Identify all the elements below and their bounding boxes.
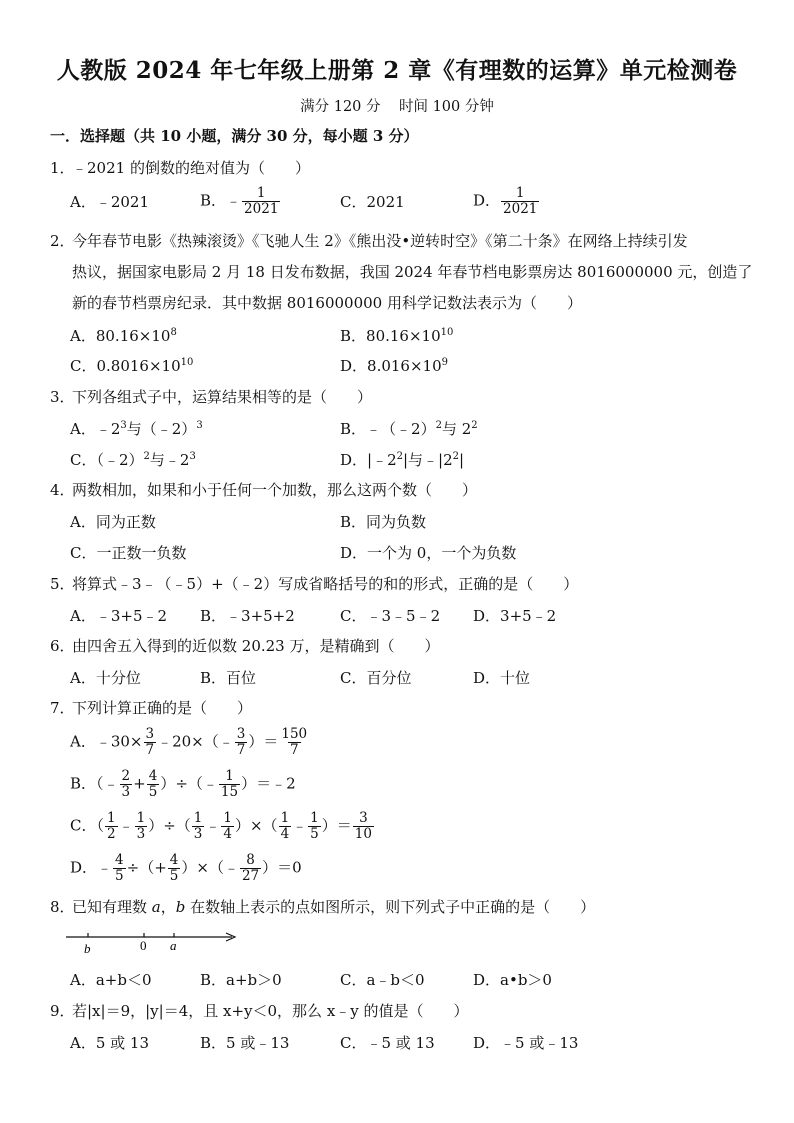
exponent: 3 — [189, 451, 196, 462]
q7-option-b — [70, 769, 296, 800]
question-stem-line: 今年春节电影《热辣滚烫》《飞驰人生 2》《熊出没•逆转时空》《第二十条》在网络上持续引发 — [72, 232, 688, 250]
fraction — [279, 811, 292, 842]
option-text: D．|﹣2 — [340, 451, 397, 469]
q9-option-a: A．5 或 13 — [70, 1034, 149, 1052]
denominator: 27 — [241, 868, 260, 884]
question-stem-line: 新的春节档票房纪录．其中数据 8016000000 用科学记数法表示为（ ） — [72, 294, 582, 312]
number-line-figure — [64, 928, 244, 958]
question-7 — [50, 698, 252, 718]
fraction — [147, 769, 160, 800]
question-number: 1． — [50, 159, 75, 177]
question-stem: 由四舍五入得到的近似数 20.23 万，是精确到（ ） — [72, 637, 440, 655]
expr-text: ﹣30× — [95, 732, 143, 751]
question-number: 6． — [50, 637, 75, 655]
option-text: B．﹣（﹣2） — [340, 420, 436, 438]
expr-text: ﹣ — [97, 858, 113, 877]
option-text: 与﹣2 — [149, 451, 190, 469]
denominator: 2021 — [503, 201, 538, 217]
q8-option-d: D．a•b＞0 — [473, 971, 552, 989]
fraction — [168, 853, 181, 884]
q8-option-c: C．a﹣b＜0 — [340, 971, 425, 989]
label-a: a — [170, 938, 177, 953]
expr-text: ）÷（﹣ — [160, 774, 218, 793]
numerator: 1 — [515, 185, 525, 201]
minus-sign: ﹣ — [226, 191, 242, 210]
q8-option-a: A．a+b＜0 — [70, 971, 152, 989]
expr-text: + — [133, 774, 146, 793]
fraction — [279, 727, 309, 758]
numerator: 1 — [223, 810, 232, 826]
numerator: 1 — [107, 810, 116, 826]
expr-text: ）＝ — [321, 816, 352, 835]
q3-option-d — [340, 450, 464, 470]
denominator: 7 — [145, 742, 155, 758]
question-number: 5． — [50, 575, 75, 593]
expr-text: ）×（﹣ — [181, 858, 239, 877]
numerator: 1 — [193, 810, 203, 826]
q7-option-d — [70, 853, 302, 884]
q4-option-a: A．同为正数 — [70, 513, 156, 531]
exponent: 2 — [452, 451, 460, 462]
q2-option-b — [340, 326, 453, 346]
exponent: 10 — [440, 327, 454, 338]
expr-text: ÷（+ — [126, 858, 167, 877]
denominator: 5 — [115, 868, 124, 884]
option-text: |与﹣|2 — [403, 451, 453, 469]
exam-title: 人教版 2024 年七年级上册第 2 章《有理数的运算》单元检测卷 — [56, 57, 738, 84]
fraction — [192, 811, 205, 842]
q2-option-a — [70, 326, 177, 346]
question-stem: 两数相加，如果和小于任何一个加数，那么这两个数（ ） — [72, 481, 478, 499]
option-label: B． — [70, 774, 97, 793]
exponent: 8 — [170, 327, 177, 338]
numerator: 1 — [310, 810, 319, 826]
q1-option-a: A．﹣2021 — [70, 193, 150, 211]
expr-text: （﹣ — [96, 774, 119, 793]
denominator: 5 — [169, 868, 179, 884]
expr-text: ）＝0 — [262, 858, 302, 877]
question-4 — [50, 480, 477, 500]
numerator: 3 — [236, 726, 246, 742]
q1-option-b — [200, 186, 281, 217]
exponent: 9 — [441, 357, 448, 368]
denominator: 5 — [148, 784, 158, 800]
q5-option-a: A．﹣3+5﹣2 — [70, 607, 168, 625]
option-text: A．﹣2 — [70, 420, 121, 438]
question-number: 2． — [50, 232, 75, 250]
question-stem: 已知有理数 — [72, 898, 152, 916]
numerator: 1 — [256, 185, 266, 201]
expr-text: ﹣20×（﹣ — [157, 732, 234, 751]
option-text: D．8.016×10 — [340, 357, 442, 375]
label-zero: 0 — [140, 938, 147, 953]
section-heading: 一．选择题（共 10 小题，满分 30 分，每小题 3 分） — [50, 127, 419, 145]
fraction — [308, 811, 321, 842]
exponent: 2 — [396, 451, 403, 462]
expr-text: （ — [96, 816, 104, 835]
question-stem: ， — [160, 898, 176, 916]
question-8 — [50, 897, 595, 917]
denominator: 7 — [236, 742, 246, 758]
expr-text: ﹣ — [292, 816, 308, 835]
expr-text: ）＝﹣2 — [241, 774, 296, 793]
q6-option-c: C．百分位 — [340, 669, 412, 687]
fraction — [235, 727, 248, 758]
numerator: 3 — [359, 810, 368, 826]
option-text: C．0.8016×10 — [70, 357, 181, 375]
exam-subtitle: 满分 120 分 时间 100 分钟 — [300, 99, 494, 115]
numerator: 1 — [280, 810, 290, 826]
denominator: 2021 — [244, 201, 279, 217]
question-stem: 下列计算正确的是（ ） — [72, 699, 253, 717]
q6-option-d: D．十位 — [473, 669, 531, 687]
question-6 — [50, 636, 439, 656]
expr-text: ）×（ — [234, 816, 278, 835]
denominator: 3 — [193, 826, 203, 842]
question-1 — [50, 158, 310, 178]
q3-option-c — [70, 450, 196, 470]
option-text: 与（﹣2） — [126, 420, 197, 438]
q8-option-b: B．a+b＞0 — [200, 971, 282, 989]
denominator: 4 — [223, 826, 232, 842]
denominator: 15 — [220, 784, 239, 800]
option-text: | — [459, 451, 465, 469]
label-b: b — [84, 941, 91, 956]
numerator: 3 — [145, 726, 155, 742]
option-text: B．80.16×10 — [340, 327, 441, 345]
fraction — [219, 769, 240, 800]
question-number: 4． — [50, 481, 75, 499]
question-5 — [50, 574, 578, 594]
numerator: 2 — [121, 768, 131, 784]
question-stem: 若|x|＝9，|y|＝4，且 x+y＜0，那么 x﹣y 的值是（ ） — [72, 1002, 469, 1020]
question-number: 9． — [50, 1002, 75, 1020]
question-9 — [50, 1001, 469, 1021]
q4-option-d: D．一个为 0，一个为负数 — [340, 544, 517, 562]
q1-option-d — [473, 186, 540, 217]
q5-option-c: C．﹣3﹣5﹣2 — [340, 607, 441, 625]
fraction — [501, 186, 539, 217]
q7-option-c — [70, 811, 375, 842]
numerator: 1 — [136, 810, 146, 826]
q5-option-b: B．﹣3+5+2 — [200, 607, 295, 625]
option-label: D． — [70, 858, 98, 877]
question-stem: ﹣2021 的倒数的绝对值为（ ） — [72, 159, 310, 177]
numerator: 150 — [281, 726, 308, 742]
fraction — [105, 811, 118, 842]
option-label: A． — [70, 732, 96, 751]
q4-option-b: B．同为负数 — [340, 513, 427, 531]
fraction — [135, 811, 148, 842]
exponent: 3 — [196, 420, 203, 431]
q5-option-d: D．3+5﹣2 — [473, 607, 557, 625]
expr-text: ）＝ — [248, 732, 279, 751]
denominator: 10 — [354, 826, 372, 842]
variable: a — [151, 898, 161, 916]
option-label: B． — [200, 191, 227, 210]
numerator: 4 — [115, 852, 124, 868]
numerator: 4 — [169, 852, 179, 868]
q7-option-a — [70, 727, 310, 758]
fraction — [113, 853, 126, 884]
denominator: 3 — [121, 784, 131, 800]
question-stem-line: 热议，据国家电影局 2 月 18 日发布数据，我国 2024 年春节档电影票房达 8016000000 元，创造了 — [72, 263, 753, 281]
numerator: 1 — [225, 768, 234, 784]
q2-option-d — [340, 356, 448, 376]
question-3 — [50, 387, 372, 407]
denominator: 5 — [310, 826, 319, 842]
question-number: 7． — [50, 699, 75, 717]
exponent: 10 — [180, 357, 194, 368]
expr-text: ﹣ — [118, 816, 134, 835]
variable: b — [175, 898, 186, 916]
option-label: D． — [473, 191, 501, 210]
expr-text: ﹣ — [205, 816, 221, 835]
exponent: 2 — [143, 451, 150, 462]
exponent: 2 — [471, 420, 478, 431]
exponent: 3 — [120, 420, 127, 431]
question-stem: 下列各组式子中，运算结果相等的是（ ） — [72, 388, 373, 406]
question-stem: 在数轴上表示的点如图所示，则下列式子中正确的是（ ） — [185, 898, 596, 916]
denominator: 7 — [289, 742, 299, 758]
fraction — [242, 186, 280, 217]
question-stem: 将算式﹣3﹣（﹣5）+（﹣2）写成省略括号的和的形式，正确的是（ ） — [72, 575, 579, 593]
q1-option-c: C．2021 — [340, 193, 405, 211]
q3-option-b — [340, 419, 478, 439]
option-label: C． — [70, 816, 97, 835]
denominator: 2 — [107, 826, 116, 842]
q9-option-b: B．5 或﹣13 — [200, 1034, 290, 1052]
fraction — [221, 811, 234, 842]
denominator: 3 — [136, 826, 146, 842]
numerator: 8 — [246, 852, 255, 868]
option-text: C．（﹣2） — [70, 451, 144, 469]
question-2 — [50, 231, 688, 251]
q3-option-a — [70, 419, 203, 439]
q2-option-c — [70, 356, 193, 376]
exponent: 2 — [435, 420, 442, 431]
fraction — [240, 853, 261, 884]
question-number: 8． — [50, 898, 75, 916]
numerator: 4 — [148, 768, 158, 784]
fraction — [120, 769, 133, 800]
fraction — [144, 727, 157, 758]
q9-option-d: D．﹣5 或﹣13 — [473, 1034, 579, 1052]
q9-option-c: C．﹣5 或 13 — [340, 1034, 435, 1052]
denominator: 4 — [280, 826, 290, 842]
question-number: 3． — [50, 388, 75, 406]
option-text: A．80.16×10 — [70, 327, 171, 345]
q4-option-c: C．一正数一负数 — [70, 544, 187, 562]
expr-text: ）÷（ — [148, 816, 191, 835]
q6-option-a: A．十分位 — [70, 669, 141, 687]
fraction — [353, 811, 374, 842]
q6-option-b: B．百位 — [200, 669, 257, 687]
option-text: 与 2 — [441, 420, 472, 438]
